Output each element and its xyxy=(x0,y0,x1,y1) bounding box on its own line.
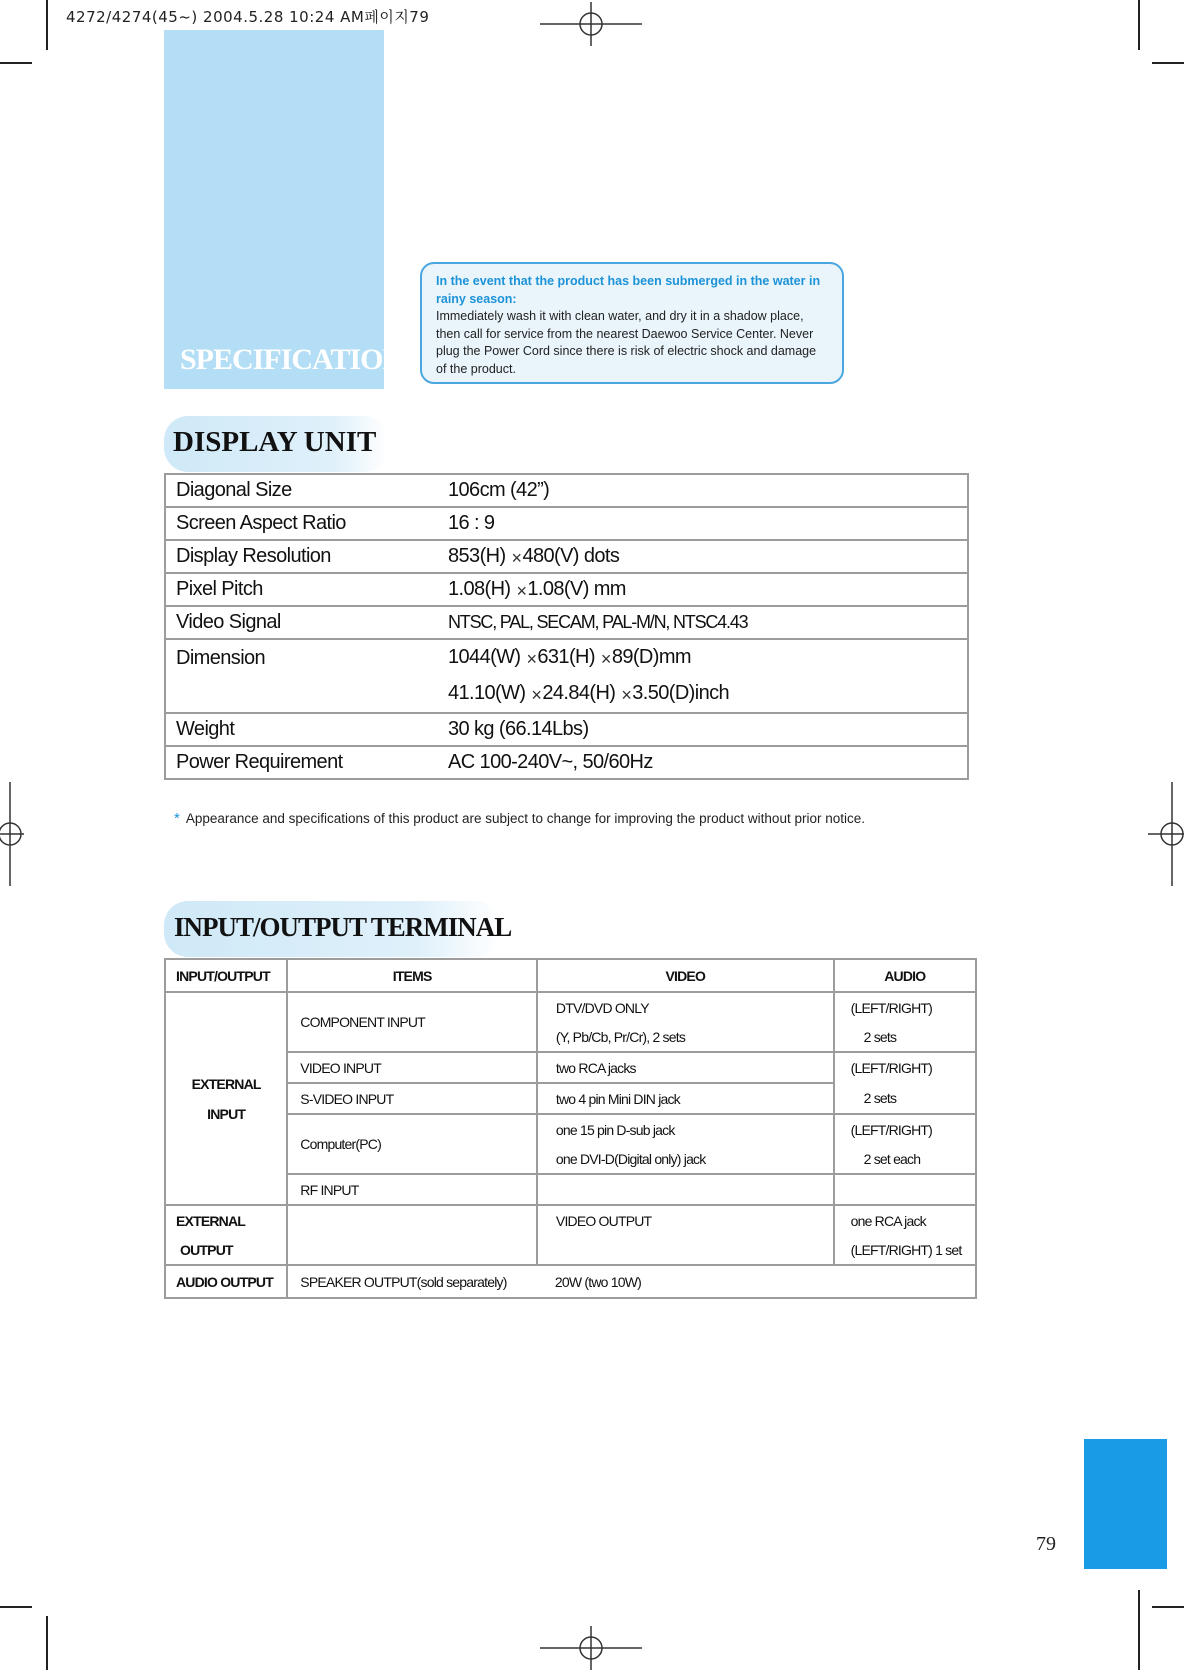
spec-value xyxy=(440,573,968,606)
spec-value: 106cm (42”) xyxy=(440,474,968,507)
table-row xyxy=(165,507,968,540)
video-cell xyxy=(537,1235,834,1265)
io-terminal-title: INPUT/OUTPUT TERMINAL xyxy=(174,912,512,942)
spec-value-part: 1.08(H) xyxy=(448,577,511,600)
specifications-banner xyxy=(164,30,384,389)
times-icon: × xyxy=(600,649,611,669)
crop-mark xyxy=(1138,0,1140,50)
spec-label: Video Signal xyxy=(165,606,440,639)
audio-cell: 2 set each xyxy=(834,1144,976,1174)
item-cell: VIDEO INPUT xyxy=(287,1052,537,1083)
table-row xyxy=(165,474,968,507)
water-notice-box xyxy=(420,262,844,384)
dimension-imperial: 41.10(W) ×24.84(H) ×3.50(D)inch xyxy=(448,682,730,705)
display-unit-title: DISPLAY UNIT xyxy=(173,426,377,458)
audio-cell: 2 sets xyxy=(834,1083,976,1114)
video-cell: VIDEO OUTPUT xyxy=(537,1205,834,1235)
spec-value: 16 : 9 xyxy=(440,507,968,540)
times-icon: × xyxy=(516,580,527,601)
asterisk-icon: * xyxy=(174,810,180,827)
page-number: 79 xyxy=(1036,1533,1056,1555)
video-cell xyxy=(537,1174,834,1205)
item-cell: S-VIDEO INPUT xyxy=(287,1083,537,1114)
external-input-label: EXTERNAL INPUT xyxy=(191,1075,261,1122)
page-tab xyxy=(1084,1439,1167,1569)
crop-mark xyxy=(1152,62,1184,64)
table-row xyxy=(165,992,976,1022)
table-row xyxy=(165,1052,976,1083)
spec-label: Display Resolution xyxy=(165,540,440,573)
column-header: VIDEO xyxy=(537,959,834,992)
audio-cell xyxy=(834,1174,976,1205)
footnote xyxy=(174,810,865,827)
spec-label: Screen Aspect Ratio xyxy=(165,507,440,540)
audio-cell: (LEFT/RIGHT) xyxy=(834,1114,976,1144)
times-icon: × xyxy=(526,649,537,669)
crop-mark xyxy=(1138,1590,1140,1670)
audio-cell: 2 sets xyxy=(834,1022,976,1052)
spec-label: Dimension xyxy=(165,639,440,713)
audio-cell: one RCA jack xyxy=(834,1205,976,1235)
crop-mark xyxy=(0,62,32,64)
spec-value: 30 kg (66.14Lbs) xyxy=(440,713,968,746)
item-cell: Computer(PC) xyxy=(287,1114,537,1174)
column-header: INPUT/OUTPUT xyxy=(165,959,287,992)
item-cell xyxy=(287,1205,537,1265)
table-row xyxy=(165,1235,976,1265)
times-icon: × xyxy=(621,685,632,705)
video-cell: DTV/DVD ONLY xyxy=(537,992,834,1022)
audio-cell: (LEFT/RIGHT) xyxy=(834,992,976,1022)
table-row xyxy=(165,713,968,746)
audio-output-label: AUDIO OUTPUT xyxy=(165,1265,287,1298)
spec-value: NTSC, PAL, SECAM, PAL-M/N, NTSC4.43 xyxy=(440,606,968,639)
table-row xyxy=(165,1205,976,1235)
audio-cell: (LEFT/RIGHT) 1 set xyxy=(834,1235,976,1265)
table-row xyxy=(165,639,968,713)
page-title: SPECIFICATIONS xyxy=(180,343,419,376)
item-cell: RF INPUT xyxy=(287,1174,537,1205)
footnote-text: Appearance and specifications of this product are subject to change for improving the product without prior notice. xyxy=(185,811,865,826)
crop-mark xyxy=(46,1616,48,1670)
item-cell: SPEAKER OUTPUT(sold separately) xyxy=(287,1265,537,1298)
spec-label: Weight xyxy=(165,713,440,746)
crop-mark xyxy=(46,0,48,50)
io-terminal-table xyxy=(164,958,977,1299)
print-header: 4272/4274(45~) 2004.5.28 10:24 AM페이지79 xyxy=(66,8,430,26)
registration-mark-icon xyxy=(0,782,24,886)
video-cell: one 15 pin D-sub jack xyxy=(537,1114,834,1144)
notice-body: Immediately wash it with clean water, and dry it in a shadow place, then call for service from the nearest Daewoo Service Center. Never plug the Power Cord since there is risk of electric shock and damage of the product. xyxy=(436,309,817,376)
spec-label: Power Requirement xyxy=(165,746,440,779)
registration-mark-icon xyxy=(540,2,642,46)
column-header: AUDIO xyxy=(834,959,976,992)
video-cell: one DVI-D(Digital only) jack xyxy=(537,1144,834,1174)
table-row xyxy=(165,1114,976,1144)
external-output-label: EXTERNAL xyxy=(165,1205,287,1235)
table-row xyxy=(165,606,968,639)
crop-mark xyxy=(0,1606,32,1608)
spec-label: Diagonal Size xyxy=(165,474,440,507)
times-icon: × xyxy=(531,685,542,705)
table-row xyxy=(165,1174,976,1205)
registration-mark-icon xyxy=(1148,782,1184,886)
notice-heading: In the event that the product has been submerged in the water in rainy season: xyxy=(436,274,821,306)
table-row xyxy=(165,540,968,573)
spec-value: AC 100-240V~, 50/60Hz xyxy=(440,746,968,779)
table-row xyxy=(165,1265,976,1298)
table-row xyxy=(165,1083,976,1114)
item-cell: COMPONENT INPUT xyxy=(287,992,537,1052)
video-cell: 20W (two 10W) xyxy=(537,1265,976,1298)
spec-value xyxy=(440,540,968,573)
spec-value-part: 853(H) xyxy=(448,544,506,567)
registration-mark-icon xyxy=(540,1626,642,1670)
video-cell: (Y, Pb/Cb, Pr/Cr), 2 sets xyxy=(537,1022,834,1052)
table-row xyxy=(165,573,968,606)
video-cell: two 4 pin Mini DIN jack xyxy=(537,1083,834,1114)
dimension-metric: 1044(W) ×631(H) ×89(D)mm xyxy=(448,646,691,669)
audio-cell: (LEFT/RIGHT) xyxy=(834,1052,976,1083)
display-unit-table xyxy=(164,473,969,780)
spec-value-part: 480(V) dots xyxy=(522,544,620,567)
table-row xyxy=(165,746,968,779)
external-output-label: OUTPUT xyxy=(180,1241,233,1258)
table-header-row xyxy=(165,959,976,992)
spec-value xyxy=(440,639,968,713)
crop-mark xyxy=(1152,1606,1184,1608)
spec-value-part: 1.08(V) mm xyxy=(527,577,626,600)
column-header: ITEMS xyxy=(287,959,537,992)
times-icon: × xyxy=(511,547,522,568)
video-cell: two RCA jacks xyxy=(537,1052,834,1083)
spec-label: Pixel Pitch xyxy=(165,573,440,606)
